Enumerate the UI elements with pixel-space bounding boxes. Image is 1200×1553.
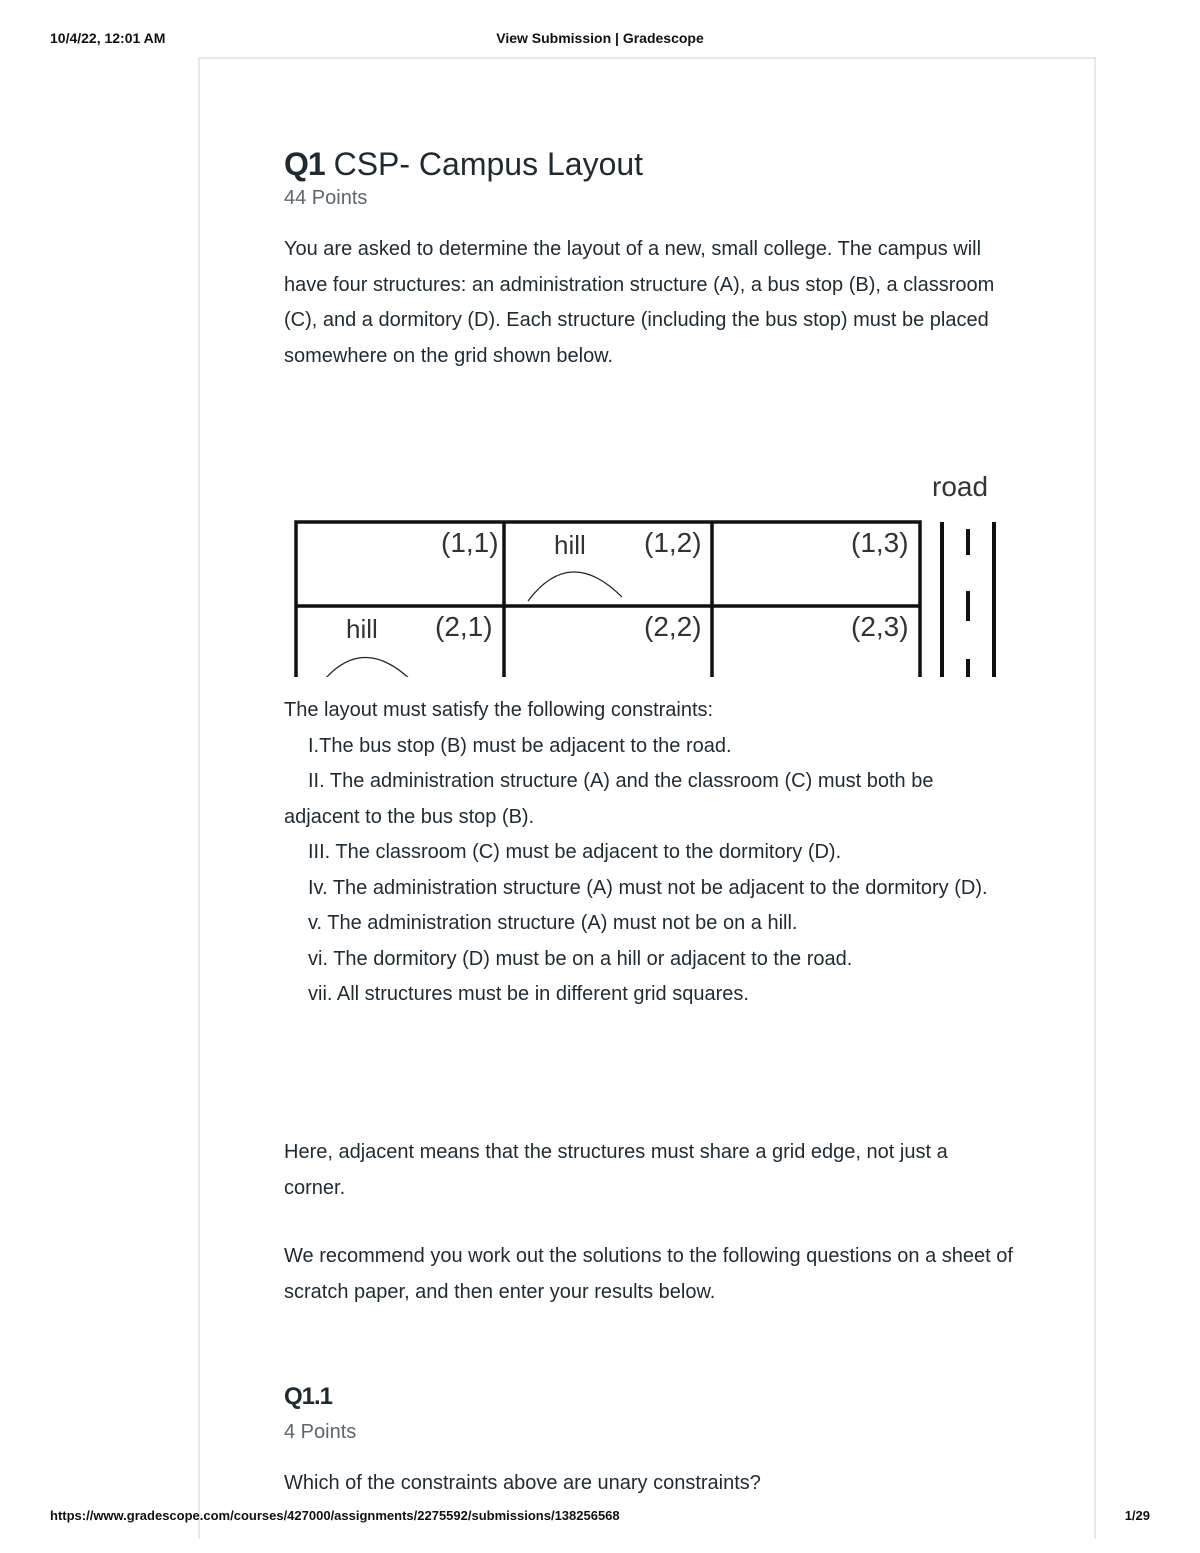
hill-label-2-1: hill: [346, 614, 378, 644]
cell-label-1-1: (1,1): [441, 527, 499, 558]
question-points: 44 Points: [284, 187, 368, 209]
print-page-number: 1/29: [1124, 1508, 1150, 1523]
constraint-iv: [284, 871, 1014, 907]
grid-border: [296, 522, 920, 677]
constraint-vii: vii. All structures must be in different grid squares.: [308, 983, 749, 1005]
print-header: [50, 30, 1150, 50]
constraint-vi: vi. The dormitory (D) must be on a hill or adjacent to the road.: [308, 947, 853, 970]
print-page-title: View Submission | Gradescope: [496, 30, 704, 46]
print-url: https://www.gradescope.com/courses/427000/assignments/2275592/submissions/138256568: [50, 1508, 620, 1523]
constraints-intro: The layout must satisfy the following constraints:: [284, 699, 714, 721]
question-title-text: CSP- Campus Layout: [333, 146, 644, 182]
subquestion-prompt: Which of the constraints above are unary constraints?: [284, 1472, 761, 1494]
subquestion-number: Q1.1: [284, 1383, 333, 1410]
hill-arc-1-2: [528, 572, 622, 601]
subquestion-q1-1: [284, 1383, 1014, 1502]
constraint-ii: [284, 764, 1014, 835]
adjacency-note: Here, adjacent means that the structures must share a grid edge, not just a corner.: [284, 1141, 948, 1199]
subquestion-points: 4 Points: [284, 1421, 357, 1443]
constraint-i: I.The bus stop (B) must be adjacent to the road.: [308, 734, 732, 757]
road-label: road: [932, 471, 989, 502]
constraint-ii-text: II. The administration structure (A) and the classroom (C) must both be adjacent to the bus stop (B).: [284, 770, 934, 828]
print-date: 10/4/22, 12:01 AM: [50, 30, 166, 46]
question-intro: You are asked to determine the layout of a new, small college. The campus will have four structures: an administration structure (A), a bus stop (B), a classroom (C), and a dormitory (D). Each structure (including the bus stop) must be placed somewhere on the grid shown below.: [284, 238, 995, 367]
print-footer: [50, 1508, 1150, 1528]
cell-label-1-2: (1,2): [644, 527, 702, 558]
cell-label-2-1: (2,1): [435, 611, 493, 642]
hill-arc-2-1: [320, 657, 414, 677]
constraints-section: [284, 693, 1014, 1013]
campus-grid-svg: [284, 467, 1014, 677]
question-content: [284, 145, 1014, 1494]
cell-label-2-2: (2,2): [644, 611, 702, 642]
cell-label-1-3: (1,3): [851, 527, 909, 558]
question-number: Q1: [284, 146, 325, 182]
cell-label-2-3: (2,3): [851, 611, 909, 642]
recommendation-text: We recommend you work out the solutions to the following questions on a sheet of scratch paper, and then enter your results below.: [284, 1245, 1013, 1303]
hill-label-1-2: hill: [554, 530, 586, 560]
campus-grid-diagram: [284, 467, 1014, 677]
constraint-iii: III. The classroom (C) must be adjacent to the dormitory (D).: [308, 841, 842, 863]
constraint-iv-text: Iv. The administration structure (A) must not be adjacent to the dormitory (D).: [308, 876, 988, 899]
constraint-v: v. The administration structure (A) must not be on a hill.: [308, 912, 798, 934]
question-title: [284, 145, 1014, 183]
submission-card: [198, 57, 1096, 1539]
